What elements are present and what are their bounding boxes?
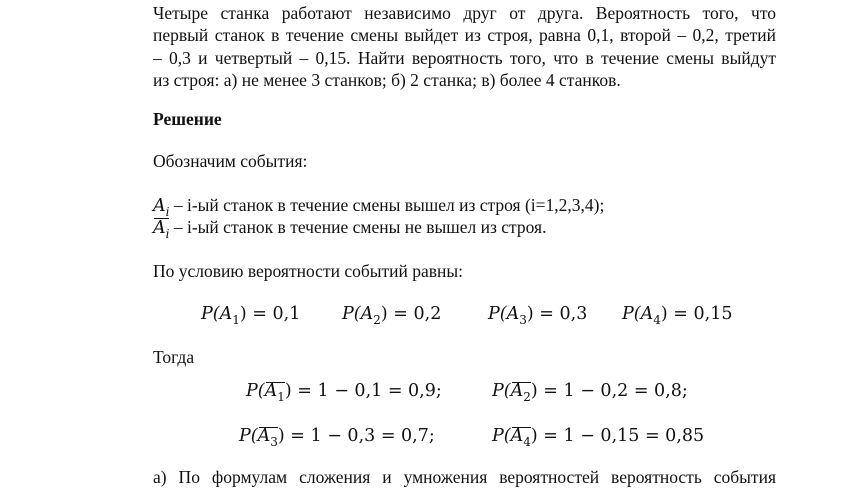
event-a-definition bbox=[153, 195, 605, 219]
event-a-index: i bbox=[165, 205, 170, 219]
complement-a3-overbar bbox=[257, 426, 278, 449]
then-text: Тогда bbox=[153, 347, 195, 367]
part-a-text bbox=[153, 466, 776, 488]
complement-a4-index: 4 bbox=[523, 435, 531, 449]
probability-a4-index: 4 bbox=[653, 313, 661, 327]
probability-a2 bbox=[342, 304, 442, 327]
complement-a4-overbar bbox=[510, 426, 531, 449]
probability-a2-index: 2 bbox=[373, 313, 381, 327]
probability-a2-rhs: ) = 0,2 bbox=[380, 304, 442, 324]
complement-a4-rhs: ) = 1 − 0,15 = 0,85 bbox=[530, 426, 705, 446]
event-not-a-overbar bbox=[153, 217, 170, 241]
event-not-a-definition bbox=[153, 217, 547, 241]
event-not-a-text: – i-ый станок в течение смены не вышел из строя. bbox=[173, 217, 547, 237]
problem-line-4: из строя: а) не менее 3 станков; б) 2 станка; в) более 4 станков. bbox=[153, 70, 621, 91]
complement-a2 bbox=[492, 381, 688, 404]
event-not-a-index: i bbox=[165, 227, 170, 241]
probability-a4-lhs: P(A bbox=[622, 304, 654, 324]
complement-a1-rhs: ) = 1 − 0,1 = 0,9; bbox=[284, 381, 442, 401]
complement-a3-lhs: P( bbox=[239, 426, 258, 446]
probability-a1 bbox=[201, 304, 301, 327]
problem-line-2: первый станок в течение смены выйдет из строя, равна 0,1, второй – 0,2, третий bbox=[153, 25, 776, 46]
complement-a1-overbar bbox=[264, 381, 285, 404]
complement-a4-lhs: P( bbox=[492, 426, 511, 446]
solution-heading: Решение bbox=[153, 109, 222, 129]
event-a-symbol: A bbox=[153, 196, 166, 216]
complement-a3-rhs: ) = 1 − 0,3 = 0,7; bbox=[277, 426, 435, 446]
complement-a1-lhs: P( bbox=[246, 381, 265, 401]
probability-a4 bbox=[622, 304, 733, 327]
probability-a4-rhs: ) = 0,15 bbox=[660, 304, 733, 324]
event-not-a-symbol: A bbox=[153, 218, 166, 238]
probability-a3-rhs: ) = 0,3 bbox=[526, 304, 588, 324]
problem-line-1: Четыре станка работают независимо друг от друга. Вероятность того, что bbox=[153, 3, 776, 23]
probability-a1-lhs: P(A bbox=[201, 304, 233, 324]
complement-a4 bbox=[492, 426, 705, 449]
probability-a3 bbox=[488, 304, 588, 327]
complement-a3 bbox=[239, 426, 435, 449]
denote-events-text: Обозначим события: bbox=[153, 151, 308, 171]
problem-line-3: – 0,3 и четвертый – 0,15. Найти вероятность того, что в течение смены выйдут bbox=[153, 47, 776, 68]
probability-a1-index: 1 bbox=[232, 313, 240, 327]
by-condition-text: По условию вероятности событий равны: bbox=[153, 261, 464, 281]
complement-a2-symbol: A bbox=[510, 381, 524, 401]
complement-a1-symbol: A bbox=[264, 381, 278, 401]
problem-statement bbox=[153, 2, 776, 92]
complement-a1 bbox=[246, 381, 442, 404]
complement-a3-symbol: A bbox=[257, 426, 271, 446]
event-a-text: – i-ый станок в течение смены вышел из строя (i=1,2,3,4); bbox=[173, 195, 605, 215]
probability-a1-rhs: ) = 0,1 bbox=[239, 304, 301, 324]
probability-a3-lhs: P(A bbox=[488, 304, 520, 324]
complement-a2-index: 2 bbox=[523, 390, 531, 404]
probability-a3-index: 3 bbox=[519, 313, 527, 327]
complement-a2-lhs: P( bbox=[492, 381, 511, 401]
complement-a2-rhs: ) = 1 − 0,2 = 0,8; bbox=[530, 381, 688, 401]
complement-a2-overbar bbox=[510, 381, 531, 404]
part-a-line-1: а) По формулам сложения и умножения вероятностей вероятность события bbox=[153, 467, 776, 487]
complement-a4-symbol: A bbox=[510, 426, 524, 446]
complement-a3-index: 3 bbox=[270, 435, 278, 449]
probability-a2-lhs: P(A bbox=[342, 304, 374, 324]
complement-a1-index: 1 bbox=[277, 390, 285, 404]
